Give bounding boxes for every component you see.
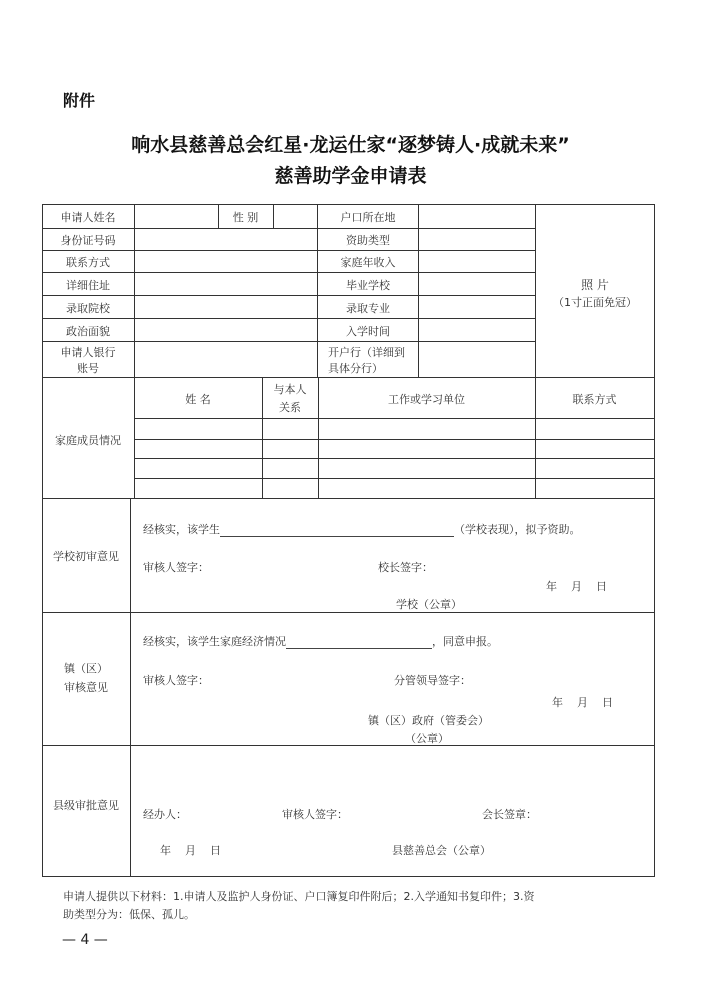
school-seal: 学校（公章） (396, 598, 462, 611)
page-number: — 4 — (62, 932, 108, 948)
family-income-label: 家庭年收入 (340, 256, 396, 269)
name-field[interactable] (135, 205, 217, 227)
bank-branch-field[interactable] (419, 342, 534, 376)
address-field[interactable] (135, 273, 316, 294)
politics-label: 政治面貌 (66, 325, 110, 338)
town-seal-line1: 镇（区）政府（管委会） (368, 714, 489, 727)
family-col-relation-line1: 与本人 (273, 383, 307, 396)
school-review-date: 年 月 日 (546, 580, 607, 593)
town-reviewer-signature: 审核人签字： (143, 674, 209, 687)
family-row[interactable] (135, 440, 653, 457)
family-col-name: 姓 名 (185, 393, 211, 406)
address-label: 详细住址 (66, 279, 110, 292)
town-review-statement: 经核实，该学生家庭经济情况 ，同意申报。 (143, 635, 498, 648)
family-row[interactable] (135, 479, 653, 497)
town-review-label-line2: 审核意见 (64, 681, 108, 694)
photo-note: （1寸正面免冠） (553, 296, 637, 309)
school-reviewer-signature: 审核人签字： (143, 561, 209, 574)
aid-type-field[interactable] (419, 229, 534, 249)
enroll-time-label: 入学时间 (346, 325, 390, 338)
bank-account-label-line1: 申请人银行 (60, 346, 116, 359)
grad-school-field[interactable] (419, 273, 534, 294)
county-review-label: 县级审批意见 (53, 799, 119, 812)
family-row[interactable] (135, 459, 653, 477)
hukou-field[interactable] (419, 205, 534, 227)
attachment-label: 附件 (63, 91, 96, 110)
materials-note-line2: 助类型分为：低保、孤儿。 (63, 908, 195, 921)
county-review-date: 年 月 日 (160, 844, 221, 857)
name-label: 申请人姓名 (60, 211, 116, 224)
family-section-label: 家庭成员情况 (55, 434, 121, 447)
president-signature: 会长签章： (482, 808, 537, 821)
politics-field[interactable] (135, 319, 316, 340)
gender-field[interactable] (274, 205, 316, 227)
form-title-line1: 响水县慈善总会红星·龙运仕家“逐梦铸人·成就未来” (131, 134, 570, 156)
county-reviewer-signature: 审核人签字： (282, 808, 348, 821)
family-economic-blank[interactable] (286, 636, 432, 649)
admitted-school-label: 录取院校 (66, 302, 110, 315)
id-number-field[interactable] (135, 229, 316, 249)
id-number-label: 身份证号码 (60, 234, 116, 247)
school-review-label: 学校初审意见 (53, 550, 119, 563)
county-seal: 县慈善总会（公章） (392, 844, 491, 857)
gender-label: 性 别 (232, 211, 259, 224)
school-review-statement: 经核实，该学生 （学校表现），拟予资助。 (143, 523, 581, 536)
family-row[interactable] (135, 419, 653, 438)
principal-signature: 校长签字： (378, 561, 433, 574)
contact-label: 联系方式 (66, 256, 110, 269)
family-col-work: 工作或学习单位 (388, 393, 465, 406)
family-income-field[interactable] (419, 251, 534, 271)
photo-label: 照 片 (581, 278, 609, 292)
family-col-relation-line2: 关系 (279, 401, 301, 414)
town-review-label-line1: 镇（区） (64, 662, 108, 675)
bank-account-field[interactable] (135, 342, 316, 376)
admitted-major-label: 录取专业 (346, 302, 390, 315)
town-seal-line2: （公章） (405, 732, 449, 745)
hukou-label: 户口所在地 (340, 211, 396, 224)
family-col-contact: 联系方式 (572, 393, 617, 406)
aid-type-label: 资助类型 (346, 234, 390, 247)
handler-signature: 经办人： (143, 808, 187, 821)
bank-account-label-line2: 账号 (77, 362, 99, 375)
admitted-major-field[interactable] (419, 296, 534, 317)
contact-field[interactable] (135, 251, 316, 271)
grad-school-label: 毕业学校 (346, 279, 390, 292)
admitted-school-field[interactable] (135, 296, 316, 317)
town-review-date: 年 月 日 (552, 696, 613, 709)
bank-branch-label-line2: 具体分行） (328, 362, 383, 375)
enroll-time-field[interactable] (419, 319, 534, 340)
form-title-line2: 慈善助学金申请表 (274, 165, 427, 187)
leader-signature: 分管领导签字： (394, 674, 471, 687)
materials-note (63, 888, 643, 924)
bank-branch-label-line1: 开户行（详细到 (328, 346, 405, 359)
school-performance-blank[interactable] (220, 524, 454, 537)
materials-note-line1: 申请人提供以下材料：1.申请人及监护人身份证、户口簿复印件附后；2.入学通知书复印件；3.资 (63, 890, 535, 903)
